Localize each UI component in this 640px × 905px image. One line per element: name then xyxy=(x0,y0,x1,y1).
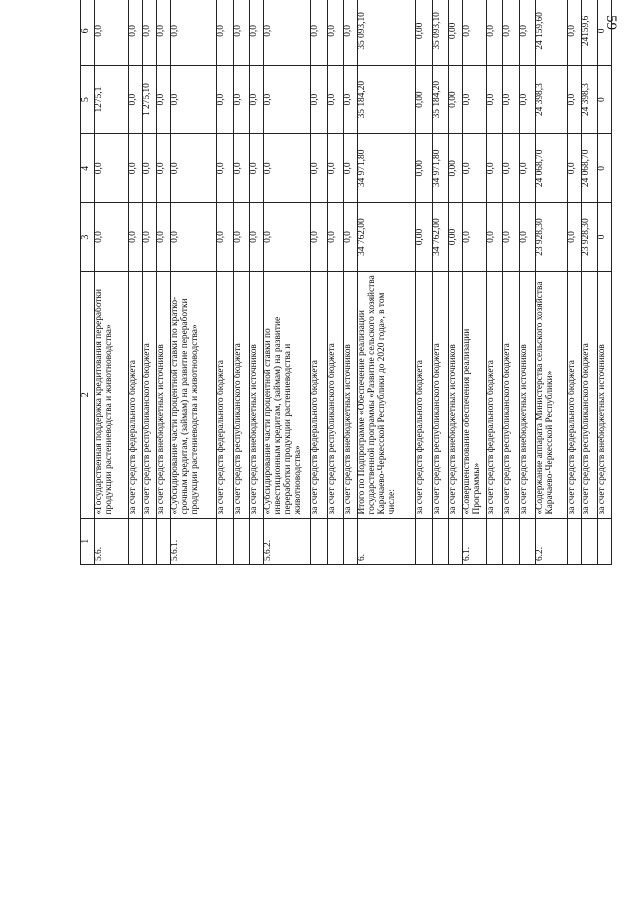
value-cell: 0,00 xyxy=(448,65,462,134)
row-code: 5.6.2. xyxy=(264,518,311,564)
value-cell: 0,0 xyxy=(233,203,249,272)
value-cell: 0,0 xyxy=(250,65,264,134)
value-cell: 0,0 xyxy=(217,0,233,65)
value-cell: 0,0 xyxy=(343,134,357,203)
value-cell: 0,0 xyxy=(264,134,311,203)
value-cell: 0,0 xyxy=(233,134,249,203)
row-label: за счет средств республиканского бюджета xyxy=(581,271,597,518)
value-cell: 0,0 xyxy=(462,0,486,65)
row-code xyxy=(156,518,170,564)
value-cell: 0,00 xyxy=(416,0,432,65)
value-cell: 35 093,10 xyxy=(432,0,448,65)
row-code xyxy=(487,518,503,564)
value-cell: 0,0 xyxy=(170,65,217,134)
row-label: за счет средств внебюджетных источников xyxy=(343,271,357,518)
row-code xyxy=(567,518,581,564)
col-header: 3 xyxy=(81,203,95,272)
value-cell: 0,0 xyxy=(311,0,327,65)
value-cell: 1 275,10 xyxy=(142,65,156,134)
value-cell: 0,0 xyxy=(142,203,156,272)
value-cell: 0,0 xyxy=(567,134,581,203)
row-code xyxy=(343,518,357,564)
row-code xyxy=(432,518,448,564)
value-cell: 0,00 xyxy=(448,0,462,65)
row-label: за счет средств федерального бюджета xyxy=(416,271,432,518)
table-row xyxy=(264,0,311,565)
row-label: за счет средств республиканского бюджета xyxy=(233,271,249,518)
table-row xyxy=(233,0,249,565)
value-cell: 24 398,3 xyxy=(581,65,597,134)
budget-table xyxy=(80,0,612,565)
value-cell: 0,0 xyxy=(217,134,233,203)
row-label: «Совершенствование обеспечения реализации Программы» xyxy=(462,271,486,518)
value-cell: 0,00 xyxy=(416,134,432,203)
value-cell: 0,0 xyxy=(95,134,129,203)
table-row xyxy=(170,0,217,565)
table-row xyxy=(487,0,503,565)
value-cell: 0,0 xyxy=(250,203,264,272)
value-cell: 0,0 xyxy=(217,203,233,272)
row-code xyxy=(519,518,535,564)
row-label: «Субсидирование части процентной ставки по краткосрочным кредитам, (займам) на развитие переработки продукции растениеводства и животноводства» xyxy=(170,271,217,518)
value-cell: 0,0 xyxy=(567,65,581,134)
value-cell: 0,0 xyxy=(233,65,249,134)
value-cell: 0,0 xyxy=(156,0,170,65)
row-code xyxy=(448,518,462,564)
table-row xyxy=(156,0,170,565)
value-cell: 0,0 xyxy=(567,203,581,272)
value-cell: 0,0 xyxy=(264,203,311,272)
table-row xyxy=(567,0,581,565)
row-label: за счет средств внебюджетных источников xyxy=(597,271,611,518)
value-cell: 24 068,70 xyxy=(536,134,567,203)
value-cell: 0,0 xyxy=(487,134,503,203)
header-row xyxy=(81,0,95,565)
table-row xyxy=(142,0,156,565)
table-row xyxy=(581,0,597,565)
value-cell: 0,0 xyxy=(487,0,503,65)
value-cell: 0,0 xyxy=(156,203,170,272)
row-code: 6. xyxy=(357,518,415,564)
row-label: за счет средств федерального бюджета xyxy=(217,271,233,518)
col-header: 4 xyxy=(81,134,95,203)
table-row xyxy=(343,0,357,565)
table-row xyxy=(95,0,129,565)
value-cell: 24 398,3 xyxy=(536,65,567,134)
row-code: 5.6. xyxy=(95,518,129,564)
value-cell: 0,0 xyxy=(519,203,535,272)
value-cell: 0,0 xyxy=(503,203,519,272)
value-cell: 0,0 xyxy=(343,203,357,272)
table-row xyxy=(250,0,264,565)
col-header: 1 xyxy=(81,518,95,564)
value-cell: 0,0 xyxy=(128,134,142,203)
row-code: 6.1. xyxy=(462,518,486,564)
table-row xyxy=(128,0,142,565)
value-cell: 0,0 xyxy=(503,0,519,65)
table-row xyxy=(357,0,415,565)
value-cell: 0,0 xyxy=(170,134,217,203)
row-code xyxy=(416,518,432,564)
table-row xyxy=(217,0,233,565)
row-label: за счет средств федерального бюджета xyxy=(128,271,142,518)
value-cell: 0,0 xyxy=(327,203,343,272)
value-cell: 0,00 xyxy=(416,203,432,272)
row-code xyxy=(142,518,156,564)
value-cell: 0,0 xyxy=(156,134,170,203)
value-cell: 0,0 xyxy=(327,65,343,134)
row-code xyxy=(327,518,343,564)
value-cell: 0,0 xyxy=(95,203,129,272)
row-code xyxy=(217,518,233,564)
value-cell: 0,0 xyxy=(170,203,217,272)
value-cell: 34 971,80 xyxy=(357,134,415,203)
table-row xyxy=(462,0,486,565)
row-code xyxy=(581,518,597,564)
table-row xyxy=(597,0,611,565)
value-cell: 24 068,70 xyxy=(581,134,597,203)
value-cell: 0,0 xyxy=(156,65,170,134)
value-cell: 0,0 xyxy=(142,0,156,65)
value-cell: 0,0 xyxy=(343,0,357,65)
value-cell: 0,0 xyxy=(343,65,357,134)
value-cell: 0,0 xyxy=(95,0,129,65)
col-header: 2 xyxy=(81,271,95,518)
value-cell: 0,0 xyxy=(233,0,249,65)
value-cell: 0,0 xyxy=(128,0,142,65)
rotated-page xyxy=(80,12,612,889)
table-row xyxy=(536,0,567,565)
value-cell: 0 xyxy=(597,65,611,134)
value-cell: 1275,1 xyxy=(95,65,129,134)
value-cell: 0,0 xyxy=(487,65,503,134)
value-cell: 24159,6 xyxy=(581,0,597,65)
value-cell: 0,0 xyxy=(142,134,156,203)
row-label: «Субсидирование части процентной ставки по инвестиционным кредитам, (займам) на развитие переработки продукции растениеводства и животноводства» xyxy=(264,271,311,518)
value-cell: 0 xyxy=(597,0,611,65)
table-row xyxy=(448,0,462,565)
table-row xyxy=(503,0,519,565)
row-code xyxy=(250,518,264,564)
value-cell: 0,0 xyxy=(462,65,486,134)
value-cell: 0,00 xyxy=(448,203,462,272)
value-cell: 0,0 xyxy=(462,134,486,203)
value-cell: 0,0 xyxy=(250,0,264,65)
row-label: за счет средств республиканского бюджета xyxy=(432,271,448,518)
value-cell: 0,0 xyxy=(503,134,519,203)
value-cell: 24 159,60 xyxy=(536,0,567,65)
value-cell: 0,00 xyxy=(416,65,432,134)
value-cell: 0,0 xyxy=(462,203,486,272)
row-label: за счет средств внебюджетных источников xyxy=(250,271,264,518)
row-label: за счет средств федерального бюджета xyxy=(311,271,327,518)
row-label: за счет средств внебюджетных источников xyxy=(156,271,170,518)
value-cell: 0,0 xyxy=(311,203,327,272)
value-cell: 0,00 xyxy=(448,134,462,203)
value-cell: 0,0 xyxy=(311,134,327,203)
value-cell: 0,0 xyxy=(519,0,535,65)
col-header: 5 xyxy=(81,65,95,134)
value-cell: 0,0 xyxy=(503,65,519,134)
row-label: «Государственная поддержка кредитования переработки продукции растениеводства и животноводства» xyxy=(95,271,129,518)
value-cell: 23 928,30 xyxy=(536,203,567,272)
row-code: 5.6.1. xyxy=(170,518,217,564)
value-cell: 0,0 xyxy=(567,0,581,65)
row-code: 6.2. xyxy=(536,518,567,564)
row-label: Итого по Подпрограмме «Обеспечение реализации государственной программы «Развитие сельского хозяйства Карачаево-Черкесской Республики до 2020 года», в том числе: xyxy=(357,271,415,518)
value-cell: 34 971,80 xyxy=(432,134,448,203)
value-cell: 0,0 xyxy=(250,134,264,203)
value-cell: 23 928,30 xyxy=(581,203,597,272)
row-label: за счет средств федерального бюджета xyxy=(487,271,503,518)
table-row xyxy=(327,0,343,565)
value-cell: 0,0 xyxy=(327,134,343,203)
row-label: за счет средств внебюджетных источников xyxy=(519,271,535,518)
row-label: за счет средств внебюджетных источников xyxy=(448,271,462,518)
table-row xyxy=(416,0,432,565)
value-cell: 0 xyxy=(597,134,611,203)
row-label: за счет средств республиканского бюджета xyxy=(142,271,156,518)
row-code xyxy=(233,518,249,564)
value-cell: 35 184,20 xyxy=(357,65,415,134)
value-cell: 0,0 xyxy=(264,0,311,65)
value-cell: 0,0 xyxy=(311,65,327,134)
value-cell: 34 762,00 xyxy=(357,203,415,272)
row-label: за счет средств федерального бюджета xyxy=(567,271,581,518)
value-cell: 0,0 xyxy=(327,0,343,65)
row-label: «Содержание аппарата Министерства сельского хозяйства Карачаево-Черкесской Республики» xyxy=(536,271,567,518)
value-cell: 0,0 xyxy=(487,203,503,272)
page-number: 59 xyxy=(603,15,619,30)
col-header: 6 xyxy=(81,0,95,65)
table-row xyxy=(519,0,535,565)
value-cell: 0,0 xyxy=(264,65,311,134)
row-code xyxy=(503,518,519,564)
value-cell: 0,0 xyxy=(217,65,233,134)
value-cell: 35 093,10 xyxy=(357,0,415,65)
value-cell: 0 xyxy=(597,203,611,272)
table-row xyxy=(432,0,448,565)
value-cell: 0,0 xyxy=(128,203,142,272)
value-cell: 0,0 xyxy=(519,134,535,203)
row-code xyxy=(597,518,611,564)
value-cell: 0,0 xyxy=(519,65,535,134)
table-row xyxy=(311,0,327,565)
row-code xyxy=(128,518,142,564)
value-cell: 35 184,20 xyxy=(432,65,448,134)
value-cell: 0,0 xyxy=(128,65,142,134)
row-code xyxy=(311,518,327,564)
row-label: за счет средств республиканского бюджета xyxy=(503,271,519,518)
value-cell: 34 762,00 xyxy=(432,203,448,272)
value-cell: 0,0 xyxy=(170,0,217,65)
row-label: за счет средств республиканского бюджета xyxy=(327,271,343,518)
